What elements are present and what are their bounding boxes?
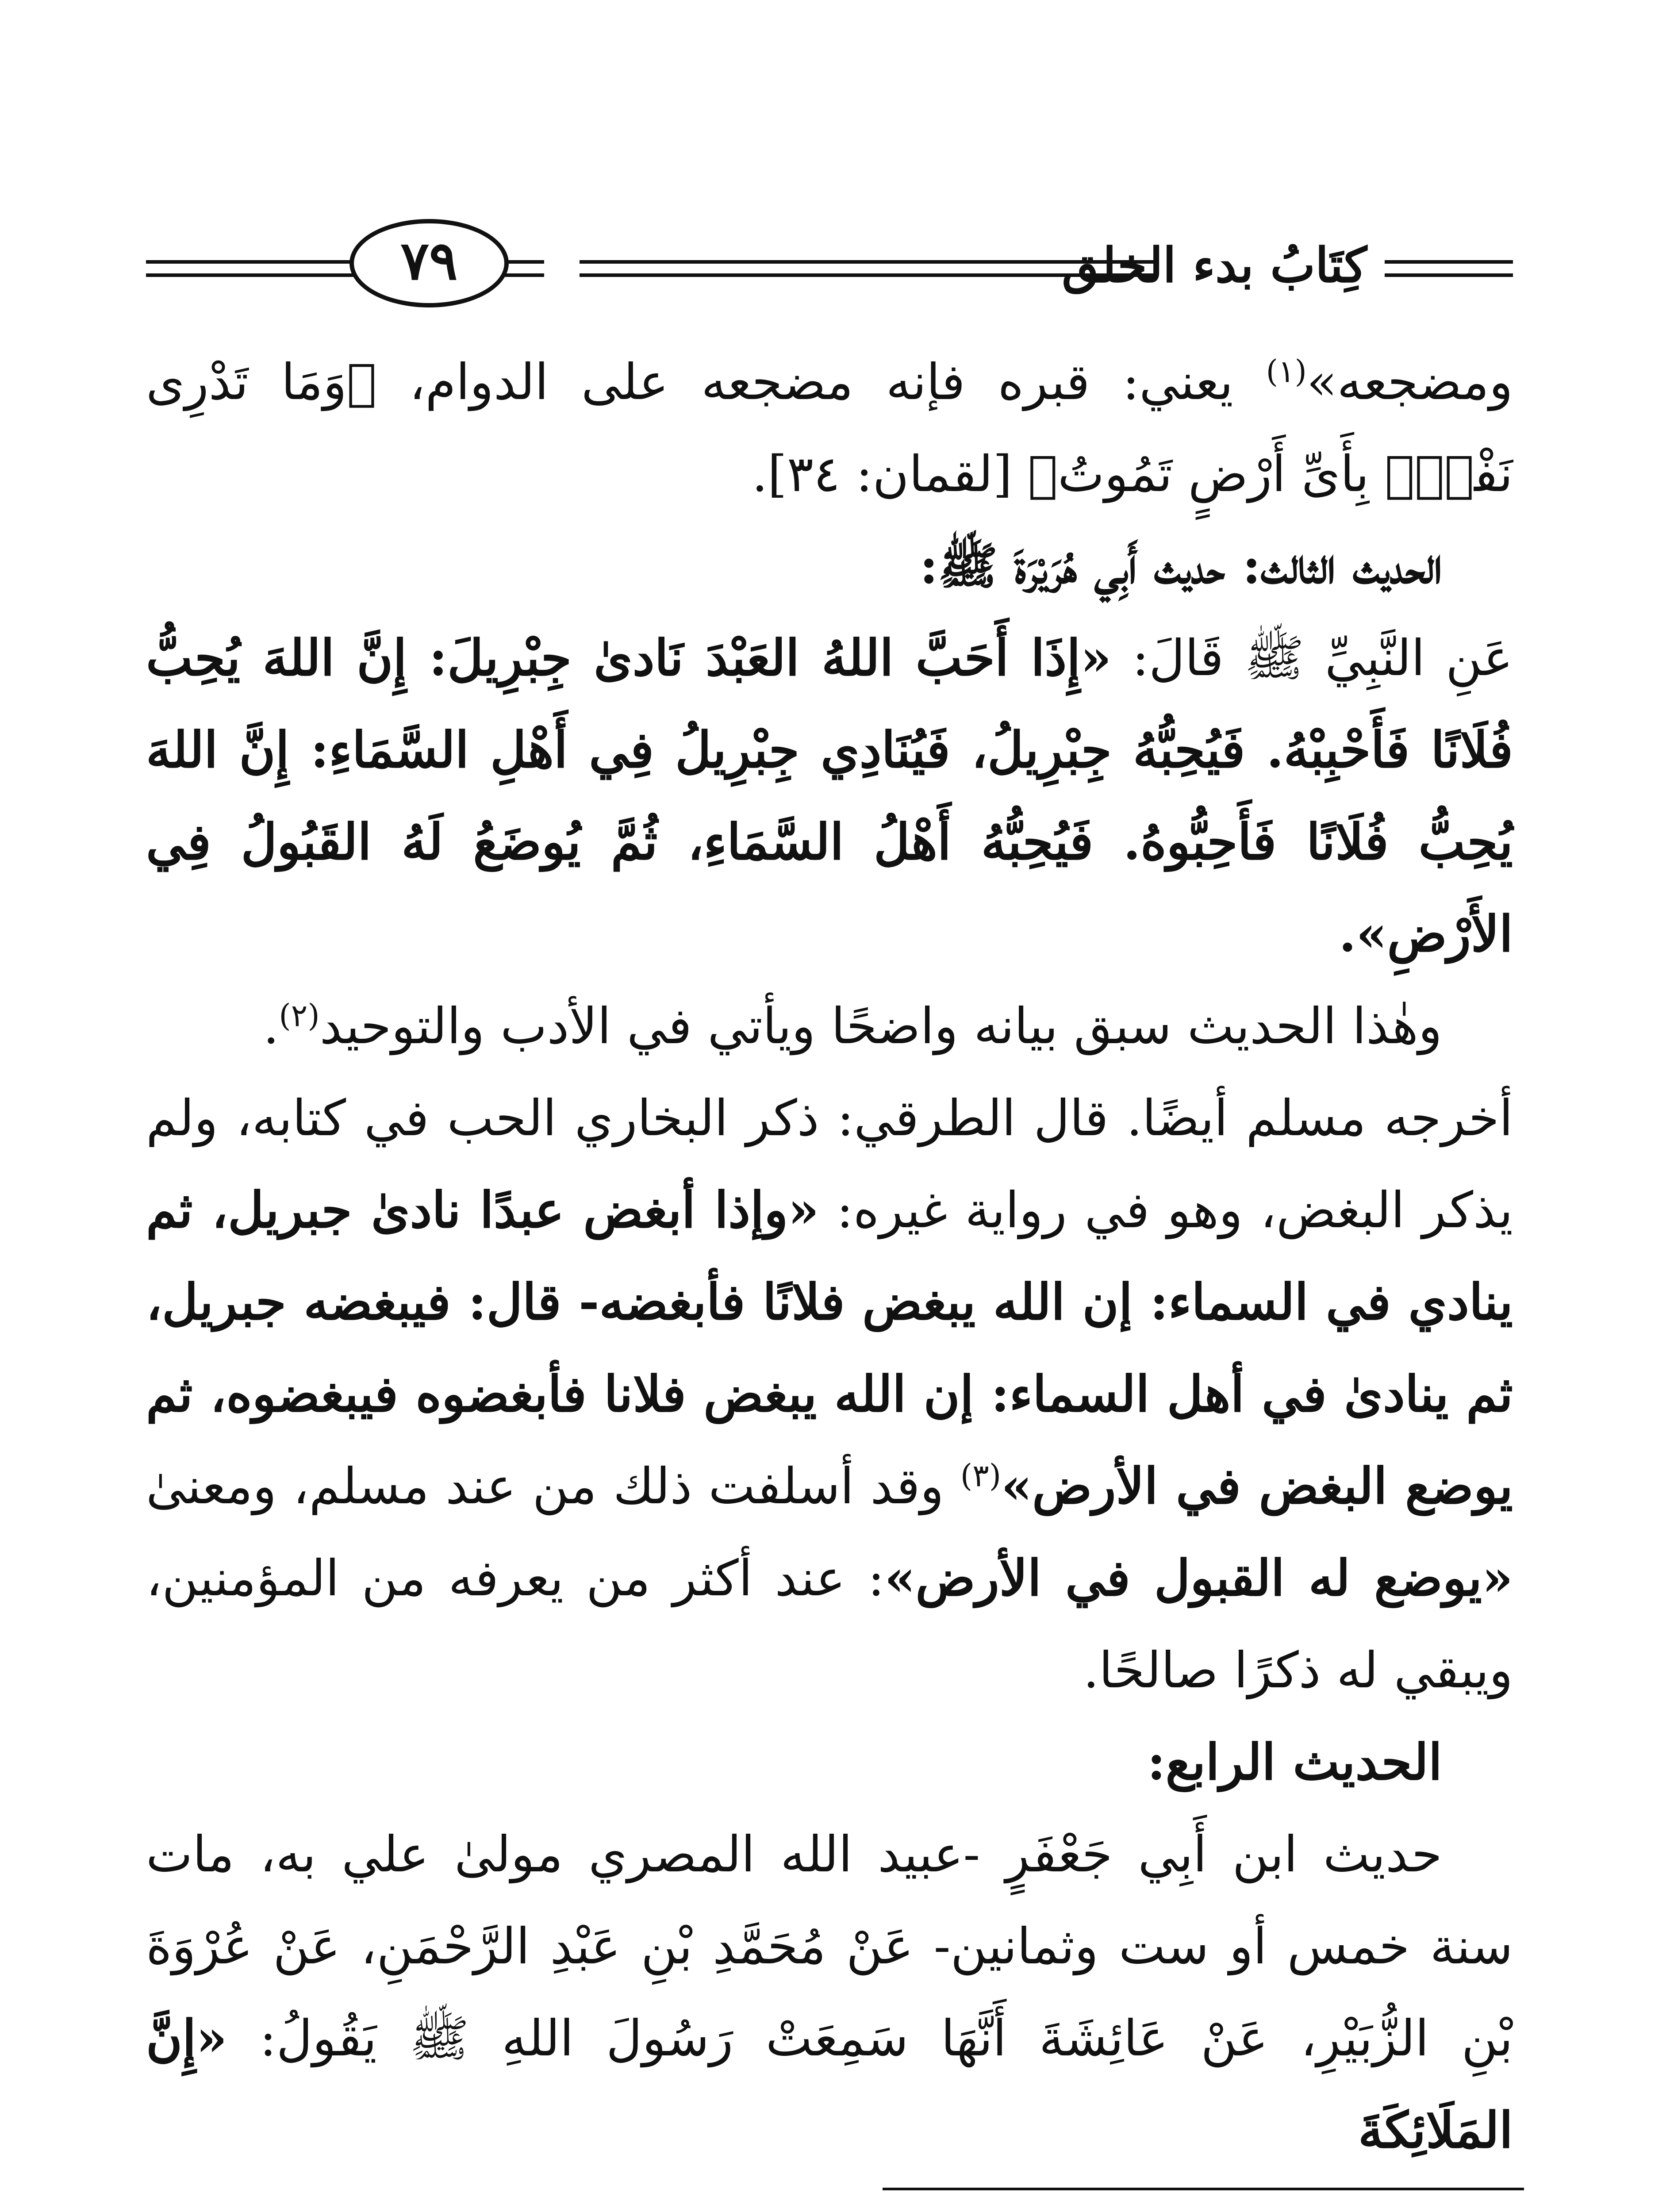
- text-span: يعني: قبره فإنه مضجعه على الدوام، ﴿وَمَا تَدْرِى نَفْسٌۢ بِأَىِّ أَرْضٍ تَمُوتُ﴾ [لقمان: ٣٤].: [146, 353, 1513, 503]
- header-rule-right: [1385, 260, 1513, 277]
- text-span: ومضجعه»: [1306, 353, 1513, 411]
- paragraph-commentary: [146, 980, 1513, 1072]
- header-rule-middle: [580, 260, 1155, 277]
- running-header: [146, 208, 1513, 310]
- hadith-4-text: [146, 1809, 1513, 2177]
- footnote-separator: [883, 2188, 1524, 2190]
- text-span: عَنِ النَّبِيِّ ﷺ قَالَ:: [1111, 630, 1513, 687]
- main-text: [146, 336, 1513, 2177]
- paragraph-takhrij: [146, 1072, 1513, 1717]
- text-span: وهٰذا الحديث سبق بيانه واضحًا ويأتي في الأدب والتوحيد: [319, 998, 1442, 1055]
- paragraph-intro: [146, 336, 1513, 520]
- text-span: .: [263, 998, 279, 1055]
- hadith-quote: «إِنَّ المَلَائِكَةَ: [146, 2009, 1513, 2159]
- quoted-phrase: «يوضع له القبول في الأرض»: [884, 1549, 1513, 1607]
- hadith-3-text: [146, 612, 1513, 980]
- footnote-ref: (٢): [279, 997, 320, 1034]
- text-span: أخرجه مسلم أيضًا. قال الطرقي: ذكر البخاري الحب في كتابه، ولم يذكر البغض، وهو في رواية غيره:: [146, 1090, 1513, 1239]
- book-title: كِتَابُ بدء الخلق: [1062, 238, 1367, 293]
- text-span: حديث ابن أَبِي جَعْفَرٍ -عبيد الله المصري مولىٰ علي به، مات سنة خمس أو ست وثمانين- عَنْ مُحَمَّدِ بْنِ عَبْدِ الرَّحْمَنِ، عَنْ عُرْوَةَ بْنِ الزُّبَيْرِ، عَنْ عَائِشَةَ أَنَّهَا سَمِعَتْ رَسُولَ اللهِ ﷺ يَقُولُ:: [146, 1826, 1513, 2067]
- page-number: ٧٩: [400, 230, 458, 292]
- hadith-quote: «إِذَا أَحَبَّ اللهُ العَبْدَ نَادىٰ جِبْرِيلَ: إِنَّ اللهَ يُحِبُّ فُلَانًا فَأَحْبِبْهُ. فَيُحِبُّهُ جِبْرِيلُ، فَيُنَادِي جِبْرِيلُ فِي أَهْلِ السَّمَاءِ: إِنَّ اللهَ يُحِبُّ فُلَانًا فَأَحِبُّوهُ. فَيُحِبُّهُ أَهْلُ السَّمَاءِ، ثُمَّ يُوضَعُ لَهُ القَبُولُ فِي الأَرْضِ».: [146, 629, 1513, 963]
- text-span: وقد أسلفت ذلك من عند مسلم، ومعنىٰ: [146, 1458, 960, 1515]
- text-span: : عند أكثر من يعرفه من المؤمنين، ويبقي له ذكرًا صالحًا.: [146, 1550, 1513, 1699]
- quoted-narration: «وإذا أبغض عبدًا نادىٰ جبريل، ثم ينادي في السماء: إن الله يبغض فلانًا فأبغضه- قال: فيبغضه جبريل، ثم ينادىٰ في أهل السماء: إن الله يبغض فلانا فأبغضوه فيبغضوه، ثم يوضع البغض في الأرض»: [146, 1181, 1513, 1515]
- heading-hadith-4: الحديث الرابع:: [1147, 1733, 1442, 1791]
- heading-hadith-3: الحديث الثالث: حديث أَبِي هُرَيْرَةَ ﷺ:: [920, 537, 1442, 595]
- footnote-ref: (٣): [960, 1457, 1002, 1494]
- footnote-ref: (١): [1266, 353, 1307, 390]
